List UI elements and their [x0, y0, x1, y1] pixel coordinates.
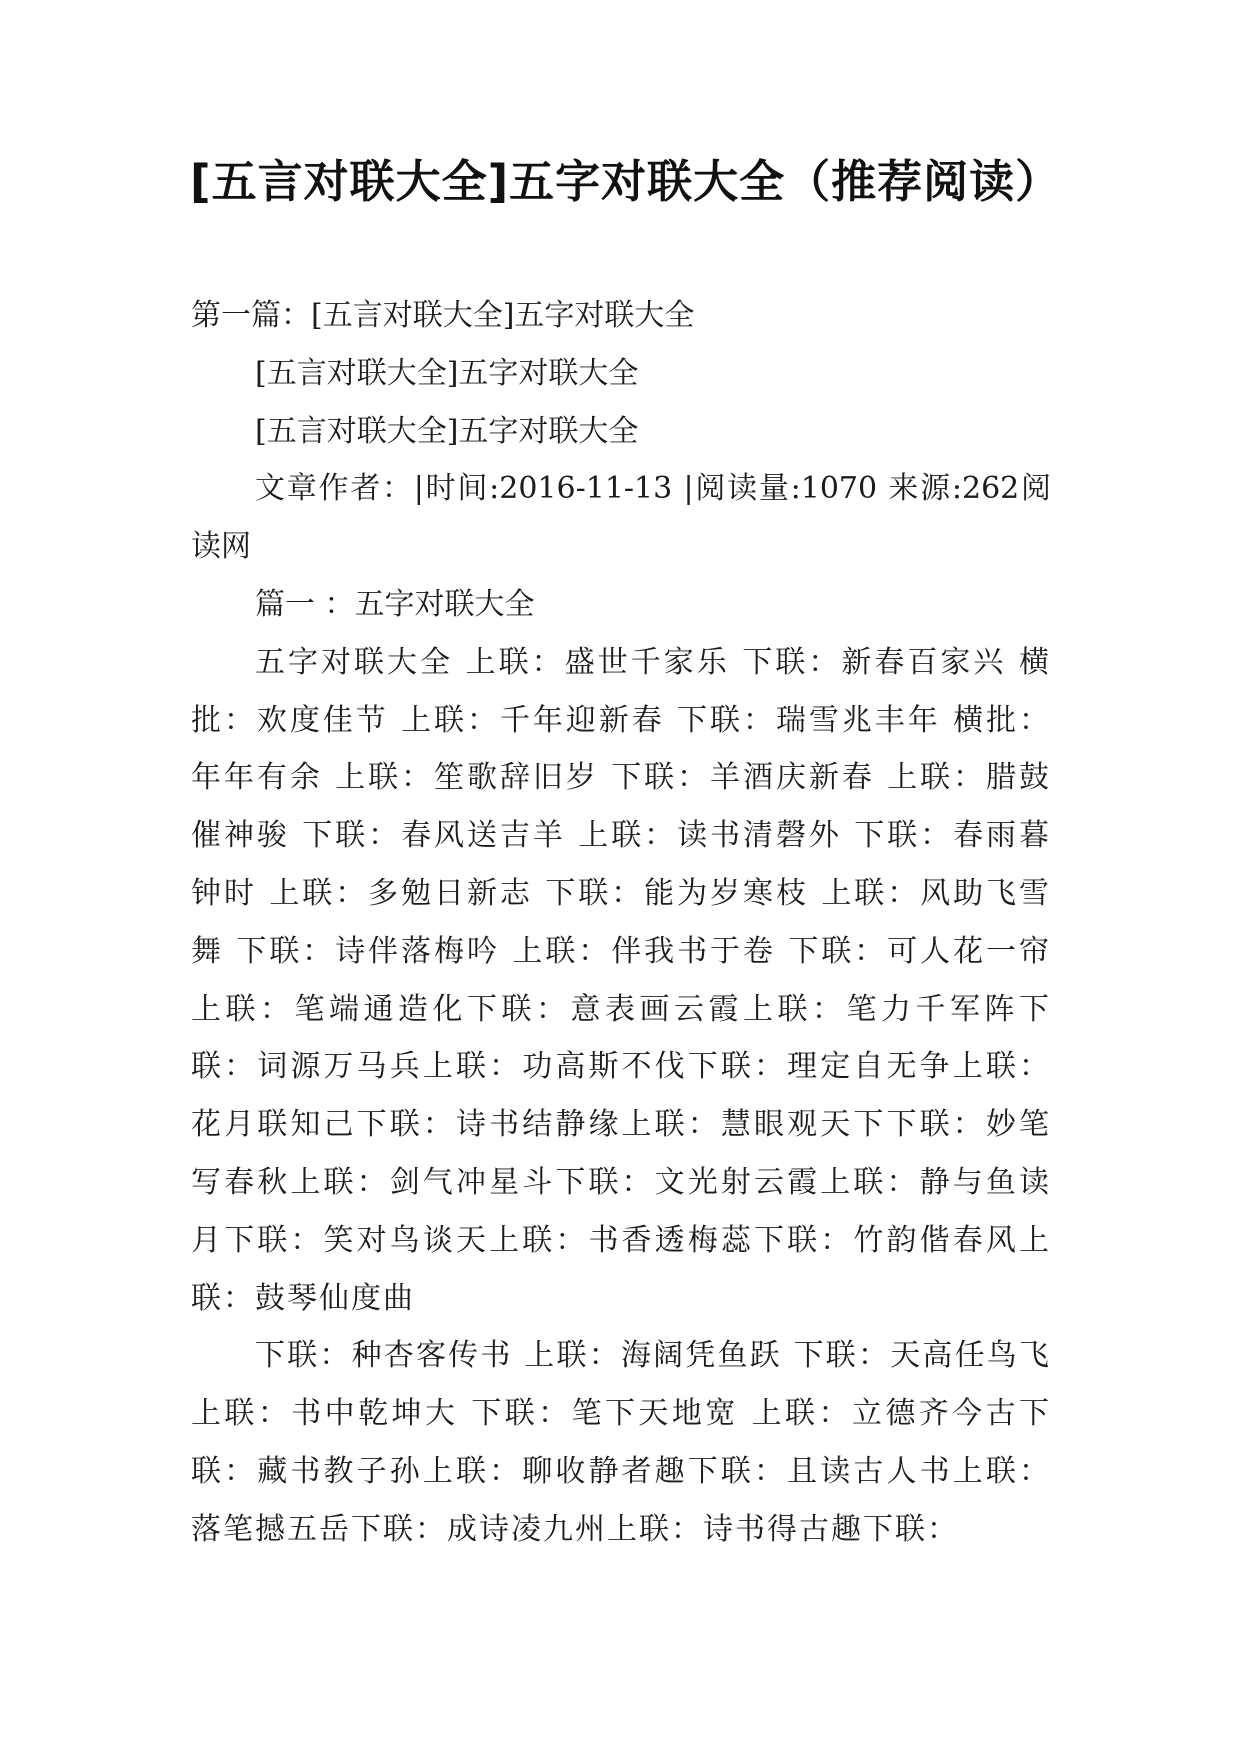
document-title: [五言对联大全]五字对联大全（推荐阅读）	[190, 155, 1062, 208]
paragraph-article-meta: 文章作者：|时间:2016-11-13 |阅读量:1070 来源:262阅读网	[191, 471, 1051, 565]
paragraph-section-heading: 第一篇：[五言对联大全]五字对联大全	[191, 298, 695, 333]
paragraph-chapter-heading: 篇一 ：五字对联大全	[255, 586, 535, 622]
paragraph-couplets-1: 五字对联大全 上联：盛世千家乐 下联：新春百家兴 横批：欢度佳节 上联：千年迎新春 下联：瑞雪兆丰年 横批：年年有余 上联：笙歌辞旧岁 下联：羊酒庆新春 上联：腊鼓催神骏 下联：春风送吉羊 上联：读书清磬外 下联：春雨暮钟时 上联：多勉日新志 下联：能为岁寒枝 上联：风助飞雪舞 下联：诗伴落梅吟 上联：伴我书于卷 下联：可人花一帘 上联：笔端通造化下联：意表画云霞上联：笔力千军阵下联：词源万马兵上联：功高斯不伐下联：理定自无争上联：花月联知己下联：诗书结静缘上联：慧眼观天下下联：妙笔写春秋上联：剑气冲星斗下联：文光射云霞上联：静与鱼读月下联：笑对鸟谈天上联：书香透梅蕊下联：竹韵偕春风上联：鼓琴仙度曲	[191, 644, 1051, 1316]
paragraph-subtitle-2: [五言对联大全]五字对联大全	[255, 413, 639, 449]
paragraph-subtitle-1: [五言对联大全]五字对联大全	[255, 355, 639, 391]
document-body	[191, 287, 1051, 1559]
paragraph-couplets-2: 下联：种杏客传书 上联：海阔凭鱼跃 下联：天高任鸟飞 上联：书中乾坤大 下联：笔下天地宽 上联：立德齐今古下联：藏书教子孙上联：聊收静者趣下联：且读古人书上联：落笔撼五岳下联：成诗凌九州上联：诗书得古趣下联：	[191, 1338, 1051, 1547]
